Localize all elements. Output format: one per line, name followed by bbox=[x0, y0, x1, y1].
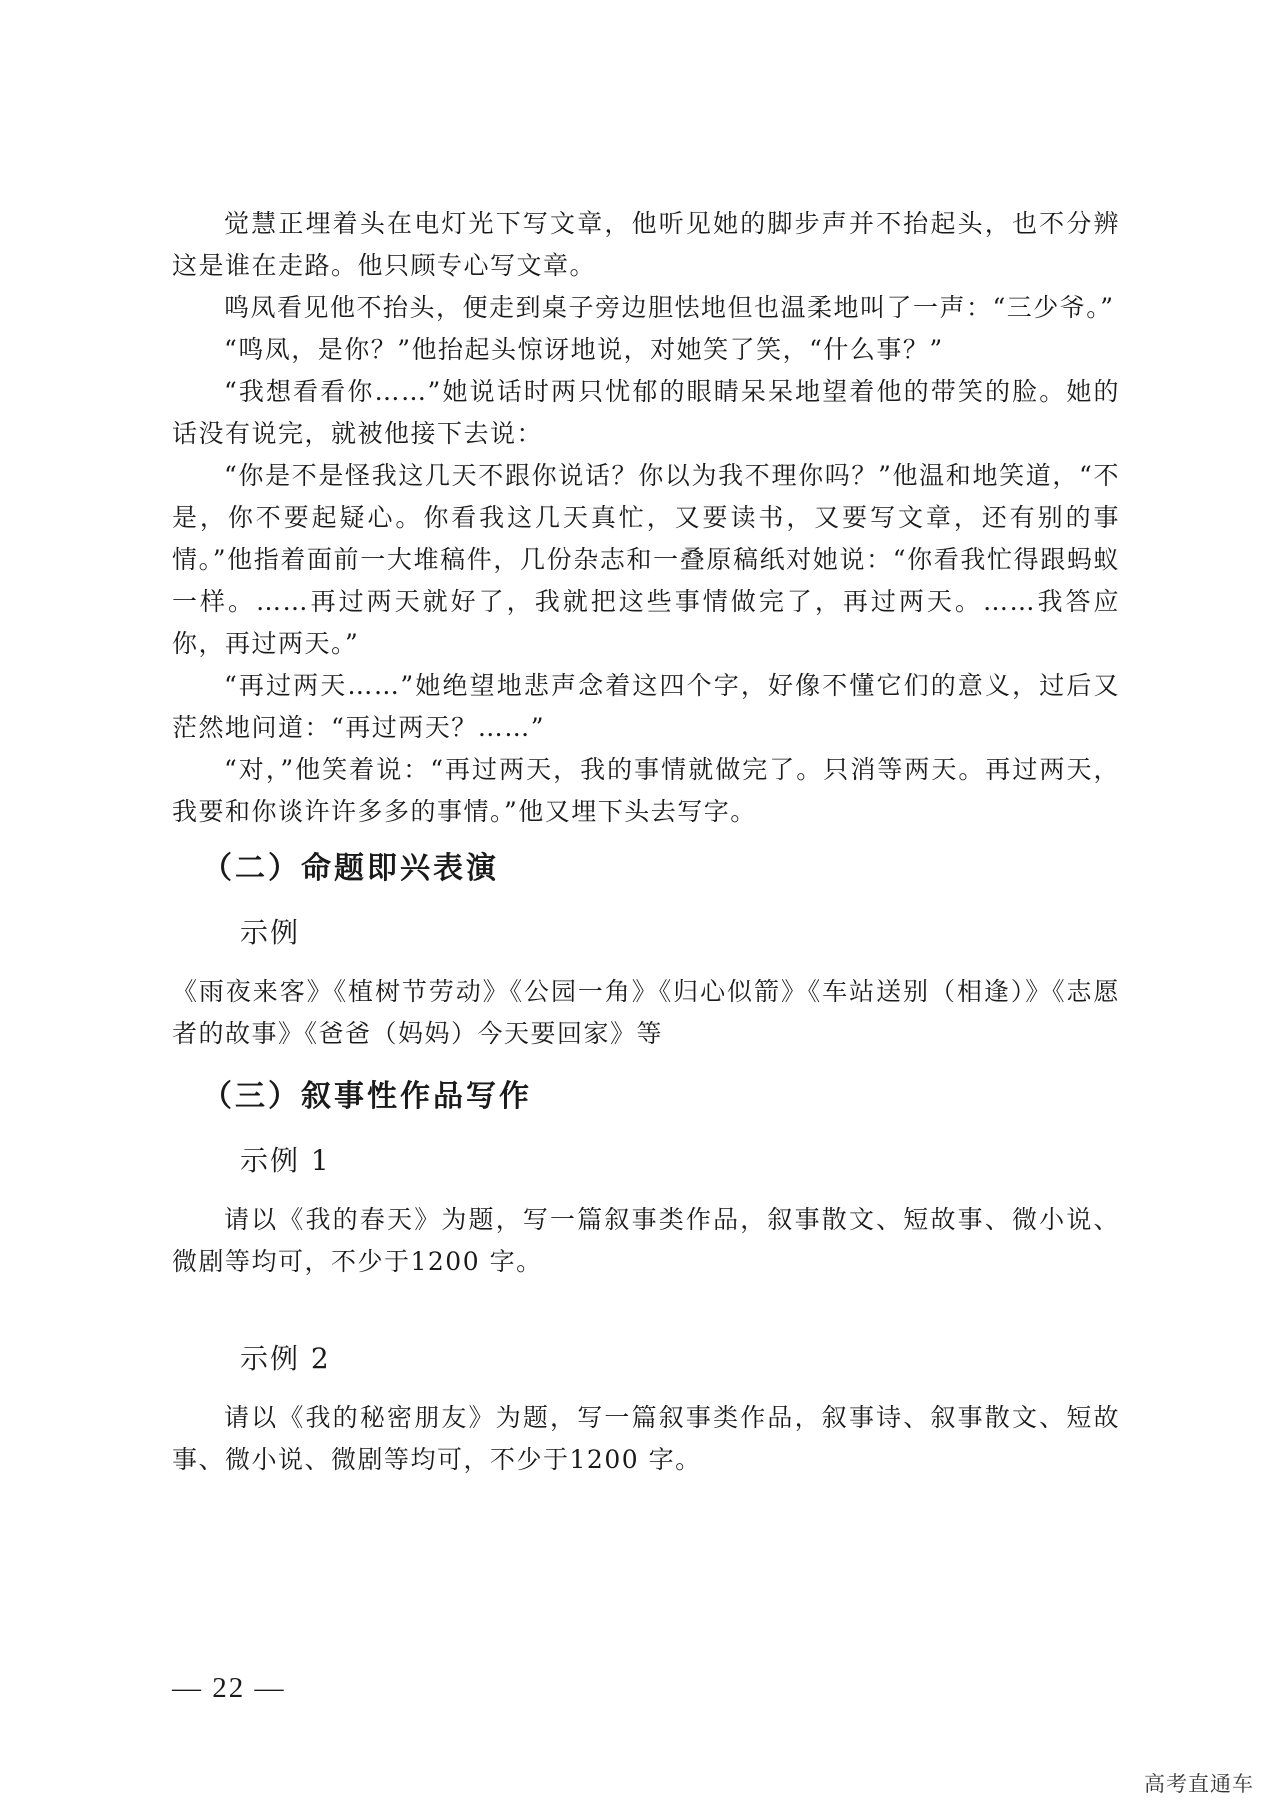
narrative-paragraph-3: “鸣凤，是你？”他抬起头惊讶地说，对她笑了笑，“什么事？” bbox=[224, 335, 944, 364]
example-1-label: 示例 1 bbox=[240, 1144, 331, 1177]
section-heading-improv: （二）命题即兴表演 bbox=[202, 851, 499, 886]
example-2-text: 请以《我的秘密朋友》为题，写一篇叙事类作品，叙事诗、叙事散文、短故事、微小说、微剧等均可，不少于1200 字。 bbox=[172, 1403, 1120, 1474]
example-1-text: 请以《我的春天》为题，写一篇叙事类作品，叙事散文、短故事、微小说、微剧等均可，不少于1200 字。 bbox=[172, 1205, 1120, 1276]
watermark: 高考直通车 bbox=[1144, 1772, 1254, 1796]
improv-topics-list: 《雨夜来客》《植树节劳动》《公园一角》《归心似箭》《车站送别（相逢）》《志愿者的故事》《爸爸（妈妈）今天要回家》等 bbox=[172, 977, 1120, 1048]
narrative-paragraph-1: 觉慧正埋着头在电灯光下写文章，他听见她的脚步声并不抬起头，也不分辨这是谁在走路。他只顾专心写文章。 bbox=[172, 209, 1120, 280]
narrative-paragraph-7: “对，”他笑着说：“再过两天，我的事情就做完了。只消等两天。再过两天，我要和你谈许许多多的事情。”他又埋下头去写字。 bbox=[172, 755, 1120, 826]
narrative-paragraph-6: “再过两天……”她绝望地悲声念着这四个字，好像不懂它们的意义，过后又茫然地问道：“再过两天？……” bbox=[172, 671, 1120, 742]
narrative-paragraph-2: 鸣凤看见他不抬头，便走到桌子旁边胆怯地但也温柔地叫了一声：“三少爷。” bbox=[224, 293, 1115, 322]
example-label: 示例 bbox=[240, 916, 301, 949]
example-2-label: 示例 2 bbox=[240, 1342, 331, 1375]
narrative-paragraph-4: “我想看看你……”她说话时两只忧郁的眼睛呆呆地望着他的带笑的脸。她的话没有说完，就被他接下去说： bbox=[172, 377, 1120, 448]
section-heading-writing: （三）叙事性作品写作 bbox=[202, 1079, 532, 1114]
narrative-paragraph-5: “你是不是怪我这几天不跟你说话？你以为我不理你吗？”他温和地笑道，“不是，你不要起疑心。你看我这几天真忙，又要读书，又要写文章，还有别的事情。”他指着面前一大堆稿件，几份杂志和一叠原稿纸对她说：“你看我忙得跟蚂蚁一样。……再过两天就好了，我就把这些事情做完了，再过两天。……我答应你，再过两天。” bbox=[172, 461, 1120, 658]
page-number: — 22 — bbox=[172, 1672, 286, 1704]
document-page bbox=[172, 203, 1120, 1481]
